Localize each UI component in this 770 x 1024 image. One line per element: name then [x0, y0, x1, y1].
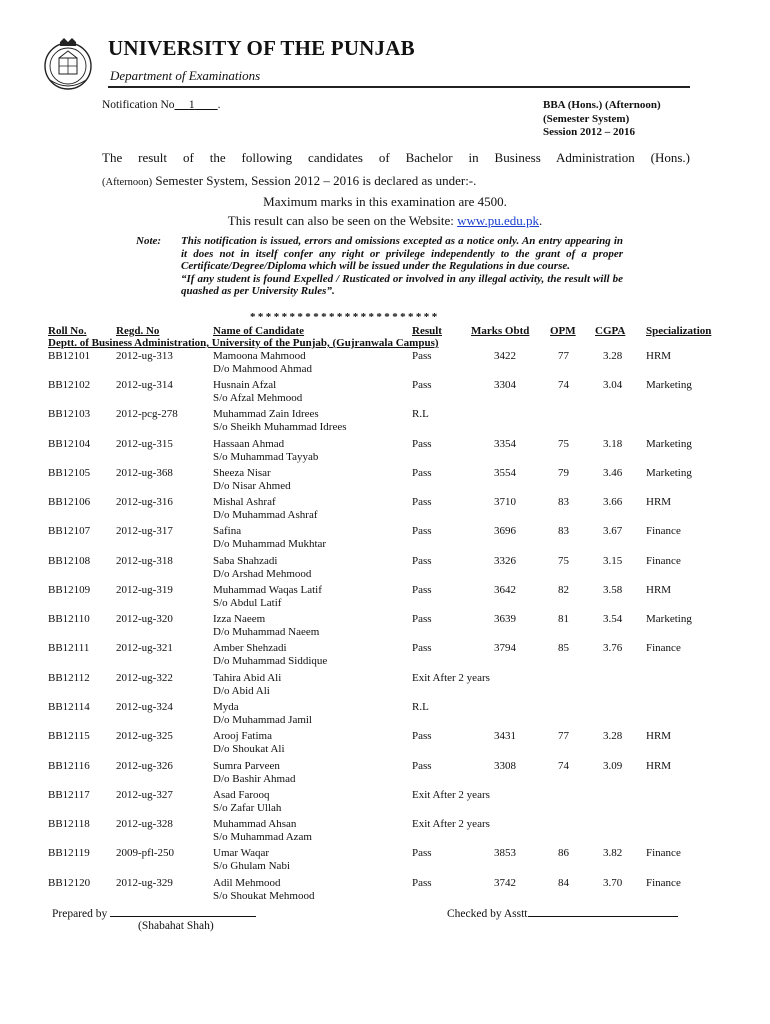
cell-roll: BB12119	[48, 847, 90, 859]
cell-cgpa: 3.66	[603, 496, 623, 508]
cell-marks: 3696	[494, 525, 516, 537]
table-row	[0, 555, 770, 583]
header-name: Name of Candidate	[213, 325, 305, 337]
header-opm: OPM	[550, 325, 576, 337]
cell-cgpa: 3.18	[603, 438, 623, 450]
cell-regd: 2012-ug-321	[116, 642, 173, 654]
table-row	[0, 760, 770, 788]
cell-opm: 81	[558, 613, 569, 625]
cell-regd: 2012-ug-314	[116, 379, 173, 391]
cell-roll: BB12111	[48, 642, 90, 654]
cell-name: Mishal Ashraf	[213, 496, 276, 508]
cell-cgpa: 3.58	[603, 584, 623, 596]
cell-roll: BB12101	[48, 350, 91, 362]
cell-name: Muhammad Waqas Latif	[213, 584, 322, 596]
cell-name: Muhammad Zain Idrees	[213, 408, 319, 420]
cell-roll: BB12107	[48, 525, 91, 537]
cell-specialization: Finance	[646, 555, 681, 567]
cell-name: Tahira Abid Ali	[213, 672, 282, 684]
cell-opm: 83	[558, 496, 569, 508]
prepared-by-name: (Shabahat Shah)	[138, 920, 214, 932]
cell-regd: 2012-ug-325	[116, 730, 173, 742]
cell-cgpa: 3.54	[603, 613, 623, 625]
cell-opm: 83	[558, 525, 569, 537]
website-link[interactable]: www.pu.edu.pk	[457, 213, 539, 228]
notification-value: 1	[188, 99, 195, 111]
university-crest-icon	[42, 36, 94, 92]
cell-cgpa: 3.67	[603, 525, 623, 537]
program-line: BBA (Hons.) (Afternoon)	[543, 99, 661, 111]
cell-roll: BB12118	[48, 818, 90, 830]
cell-marks: 3853	[494, 847, 516, 859]
cell-parent: D/o Muhammad Jamil	[213, 713, 312, 726]
intro-line-1: The result of the following candidates of Bachelor in Business Administration (Hons.)	[102, 150, 690, 165]
cell-regd: 2012-ug-329	[116, 877, 173, 889]
cell-result: Pass	[412, 760, 432, 772]
cell-regd: 2012-ug-317	[116, 525, 173, 537]
cell-cgpa: 3.04	[603, 379, 623, 391]
cell-parent: S/o Shoukat Mehmood	[213, 889, 315, 902]
cell-regd: 2009-pfl-250	[116, 847, 175, 859]
note-body	[181, 235, 623, 298]
cell-regd: 2012-ug-322	[116, 672, 173, 684]
cell-specialization: Marketing	[646, 438, 692, 450]
notification-number: Notification No 1 .	[102, 99, 221, 111]
cell-opm: 75	[558, 438, 569, 450]
intro-afternoon: (Afternoon)	[102, 177, 153, 188]
cell-name: Sheeza Nisar	[213, 467, 271, 479]
cell-marks: 3422	[494, 350, 516, 362]
program-line: (Semester System)	[543, 112, 630, 125]
website-suffix: .	[539, 213, 543, 228]
cell-specialization: Marketing	[646, 467, 692, 479]
cell-regd: 2012-ug-326	[116, 760, 173, 772]
cell-parent: S/o Muhammad Tayyab	[213, 450, 319, 463]
cell-result: Pass	[412, 496, 432, 508]
cell-cgpa: 3.76	[603, 642, 623, 654]
cell-specialization: HRM	[646, 350, 672, 362]
checked-by	[447, 906, 678, 920]
cell-roll: BB12112	[48, 672, 90, 684]
max-marks: Maximum marks in this examination are 4500.	[263, 194, 507, 209]
checked-signature-line	[528, 906, 678, 917]
cell-marks: 3794	[494, 642, 516, 654]
cell-specialization: HRM	[646, 730, 672, 742]
cell-opm: 77	[558, 730, 569, 742]
cell-opm: 77	[558, 350, 569, 362]
cell-parent: S/o Zafar Ullah	[213, 801, 282, 814]
cell-name: Hassaan Ahmad	[213, 438, 285, 450]
cell-parent: D/o Muhammad Ashraf	[213, 508, 318, 521]
cell-parent: S/o Abdul Latif	[213, 596, 282, 609]
header-specialization: Specialization	[646, 325, 712, 337]
table-row	[0, 496, 770, 524]
cell-regd: 2012-ug-368	[116, 467, 173, 479]
header-roll: Roll No.	[48, 325, 87, 337]
cell-specialization: HRM	[646, 760, 672, 772]
cell-cgpa: 3.70	[603, 877, 623, 889]
cell-name: Umar Waqar	[213, 847, 270, 859]
cell-name: Izza Naeem	[213, 613, 266, 625]
cell-specialization: Finance	[646, 877, 681, 889]
cell-parent: D/o Shoukat Ali	[213, 742, 285, 755]
cell-marks: 3431	[494, 730, 516, 742]
cell-specialization: HRM	[646, 584, 672, 596]
cell-name: Amber Shehzadi	[213, 642, 287, 654]
cell-result: Pass	[412, 584, 432, 596]
cell-regd: 2012-ug-313	[116, 350, 173, 362]
cell-parent: D/o Nisar Ahmed	[213, 479, 291, 492]
cell-opm: 84	[558, 877, 569, 889]
cell-roll: BB12109	[48, 584, 91, 596]
cell-parent: D/o Bashir Ahmad	[213, 772, 296, 785]
cell-result: Pass	[412, 642, 432, 654]
cell-name: Saba Shahzadi	[213, 555, 278, 567]
cell-parent: D/o Mahmood Ahmad	[213, 362, 312, 375]
cell-roll: BB12120	[48, 877, 91, 889]
table-row	[0, 847, 770, 875]
cell-cgpa: 3.15	[603, 555, 623, 567]
cell-roll: BB12116	[48, 760, 90, 772]
cell-name: Myda	[213, 701, 239, 713]
department-line: Deptt. of Business Administration, University of the Punjab, (Gujranwala Campus)	[48, 337, 439, 349]
cell-opm: 86	[558, 847, 569, 859]
cell-regd: 2012-ug-324	[116, 701, 173, 713]
cell-result: Pass	[412, 613, 432, 625]
cell-name: Adil Mehmood	[213, 877, 281, 889]
cell-name: Safina	[213, 525, 242, 537]
table-row	[0, 379, 770, 407]
note-text-2: “If any student is found Expelled / Rusticated or involved in any illegal activity, the result will be quashed as per University Rules”.	[181, 272, 623, 298]
cell-marks: 3308	[494, 760, 516, 772]
website-prefix: This result can also be seen on the Website:	[227, 213, 458, 228]
cell-marks: 3354	[494, 438, 516, 450]
cell-parent: D/o Muhammad Mukhtar	[213, 537, 327, 550]
intro-line-2	[102, 173, 476, 189]
table-row	[0, 438, 770, 466]
table-row	[0, 350, 770, 378]
header-result: Result	[412, 325, 442, 337]
cell-specialization: Finance	[646, 642, 681, 654]
table-row	[0, 525, 770, 553]
cell-result: Pass	[412, 467, 432, 479]
cell-roll: BB12110	[48, 613, 90, 625]
cell-cgpa: 3.09	[603, 760, 623, 772]
cell-roll: BB12106	[48, 496, 91, 508]
table-row	[0, 730, 770, 758]
table-row	[0, 789, 770, 817]
cell-opm: 79	[558, 467, 569, 479]
department-name: Department of Examinations	[110, 68, 261, 83]
cell-roll: BB12117	[48, 789, 90, 801]
intro-line-2-rest: Semester System, Session 2012 – 2016 is declared as under:-.	[152, 173, 477, 188]
cell-specialization: Finance	[646, 525, 681, 537]
cell-result: Pass	[412, 350, 432, 362]
cell-regd: 2012-ug-318	[116, 555, 173, 567]
cell-result: R.L	[412, 408, 429, 420]
cell-result: Pass	[412, 877, 432, 889]
cell-parent: S/o Ghulam Nabi	[213, 859, 290, 872]
cell-parent: D/o Muhammad Naeem	[213, 625, 320, 638]
cell-cgpa: 3.28	[603, 730, 623, 742]
cell-specialization: Marketing	[646, 379, 692, 391]
cell-name: Mamoona Mahmood	[213, 350, 306, 362]
cell-parent: D/o Abid Ali	[213, 684, 270, 697]
prepared-signature-line	[110, 906, 256, 917]
cell-name: Asad Farooq	[213, 789, 270, 801]
cell-opm: 82	[558, 584, 569, 596]
website-line	[0, 213, 770, 229]
cell-specialization: Finance	[646, 847, 681, 859]
cell-result: R.L	[412, 701, 429, 713]
cell-parent: S/o Muhammad Azam	[213, 830, 312, 843]
cell-marks: 3326	[494, 555, 516, 567]
cell-name: Husnain Afzal	[213, 379, 277, 391]
cell-roll: BB12102	[48, 379, 91, 391]
cell-marks: 3554	[494, 467, 516, 479]
notification-label: Notification No	[102, 99, 175, 111]
cell-roll: BB12105	[48, 467, 91, 479]
cell-result: Pass	[412, 555, 432, 567]
table-row	[0, 613, 770, 641]
cell-marks: 3639	[494, 613, 516, 625]
university-title: UNIVERSITY OF THE PUNJAB	[108, 36, 415, 60]
header-cgpa: CGPA	[595, 325, 626, 337]
cell-opm: 74	[558, 760, 569, 772]
table-row	[0, 818, 770, 846]
program-info	[543, 99, 661, 140]
cell-parent: S/o Sheikh Muhammad Idrees	[213, 420, 347, 433]
prepared-label: Prepared by	[52, 908, 111, 920]
cell-regd: 2012-pcg-278	[116, 408, 178, 420]
cell-marks: 3642	[494, 584, 516, 596]
cell-regd: 2012-ug-316	[116, 496, 173, 508]
cell-opm: 85	[558, 642, 569, 654]
note-label: Note:	[136, 235, 162, 247]
cell-regd: 2012-ug-319	[116, 584, 173, 596]
table-row	[0, 701, 770, 729]
cell-result: Exit After 2 years	[412, 818, 490, 830]
table-row	[0, 467, 770, 495]
cell-specialization: HRM	[646, 496, 672, 508]
cell-parent: D/o Muhammad Siddique	[213, 654, 328, 667]
cell-regd: 2012-ug-315	[116, 438, 173, 450]
cell-roll: BB12108	[48, 555, 91, 567]
cell-marks: 3742	[494, 877, 516, 889]
cell-opm: 75	[558, 555, 569, 567]
cell-parent: D/o Arshad Mehmood	[213, 567, 312, 580]
cell-name: Arooj Fatima	[213, 730, 272, 742]
program-line: Session 2012 – 2016	[543, 126, 635, 138]
table-row	[0, 408, 770, 436]
table-row	[0, 642, 770, 670]
cell-cgpa: 3.46	[603, 467, 623, 479]
header-marks: Marks Obtd	[471, 325, 530, 337]
cell-result: Pass	[412, 379, 432, 391]
prepared-by	[52, 906, 256, 920]
cell-roll: BB12103	[48, 408, 91, 420]
cell-result: Exit After 2 years	[412, 672, 490, 684]
cell-cgpa: 3.82	[603, 847, 623, 859]
checked-label: Checked by Asstt	[447, 908, 528, 920]
cell-name: Muhammad Ahsan	[213, 818, 297, 830]
table-row	[0, 877, 770, 905]
cell-regd: 2012-ug-328	[116, 818, 173, 830]
cell-opm: 74	[558, 379, 569, 391]
cell-specialization: Marketing	[646, 613, 692, 625]
cell-name: Sumra Parveen	[213, 760, 280, 772]
cell-regd: 2012-ug-320	[116, 613, 173, 625]
cell-marks: 3710	[494, 496, 516, 508]
cell-roll: BB12115	[48, 730, 90, 742]
header-regd: Regd. No	[116, 325, 160, 337]
cell-cgpa: 3.28	[603, 350, 623, 362]
table-row	[0, 672, 770, 700]
cell-result: Pass	[412, 525, 432, 537]
cell-roll: BB12114	[48, 701, 90, 713]
table-row	[0, 584, 770, 612]
cell-result: Pass	[412, 730, 432, 742]
cell-result: Pass	[412, 847, 432, 859]
header-rule	[108, 86, 690, 88]
cell-marks: 3304	[494, 379, 516, 391]
cell-result: Pass	[412, 438, 432, 450]
cell-regd: 2012-ug-327	[116, 789, 173, 801]
cell-roll: BB12104	[48, 438, 91, 450]
cell-parent: S/o Afzal Mehmood	[213, 391, 303, 404]
cell-result: Exit After 2 years	[412, 789, 490, 801]
separator-stars: ************************	[250, 311, 440, 323]
note-text-1: This notification is issued, errors and omissions excepted as a notice only. An entry appearing in it does not in itself confer any right or privilege independently to the grant of a proper Certificate/Degree/Diploma which will be issued under the Regulations in due course.	[181, 235, 623, 273]
